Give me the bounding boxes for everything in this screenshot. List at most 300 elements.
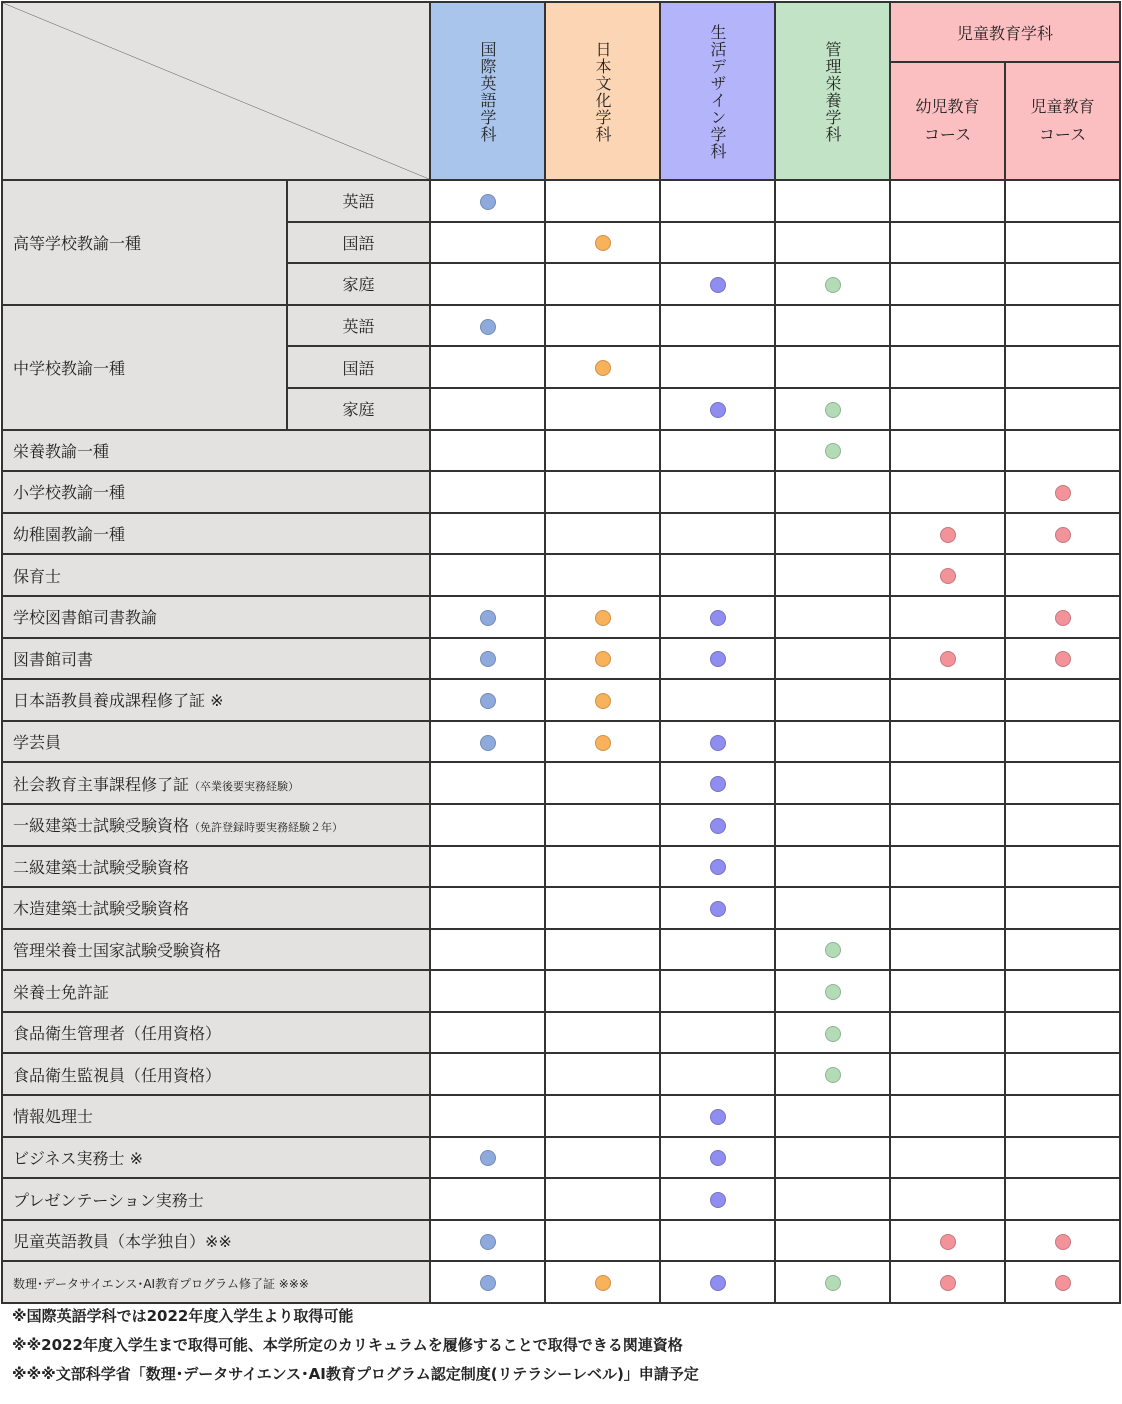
available-dot-icon [1055, 651, 1071, 667]
mark-cell [1005, 346, 1120, 388]
mark-cell [430, 263, 545, 305]
available-dot-icon [825, 277, 841, 293]
mark-cell [775, 554, 890, 596]
available-dot-icon [825, 443, 841, 459]
mark-cell [1005, 554, 1120, 596]
mark-cell [545, 679, 660, 721]
mark-cell [660, 846, 775, 888]
available-dot-icon [480, 1150, 496, 1166]
course-header-child-education [1005, 62, 1120, 180]
available-dot-icon [1055, 527, 1071, 543]
qualification-label [2, 679, 430, 721]
course-header-early-childhood [890, 62, 1005, 180]
dept-label: 国際英語学科 [478, 41, 497, 143]
qualification-label [2, 1095, 430, 1137]
mark-cell [775, 1053, 890, 1095]
qualification-note: （卒業後要実務経験） [189, 779, 300, 793]
available-dot-icon [940, 1275, 956, 1291]
qualification-label [2, 596, 430, 638]
available-dot-icon [595, 235, 611, 251]
dept-label: 生活デザイン学科 [708, 24, 727, 160]
mark-cell [660, 513, 775, 555]
mark-cell [1005, 679, 1120, 721]
mark-cell [890, 1053, 1005, 1095]
table-row [2, 430, 1120, 472]
mark-cell [545, 929, 660, 971]
table-row [2, 721, 1120, 763]
mark-cell [775, 887, 890, 929]
available-dot-icon [710, 776, 726, 792]
mark-cell [1005, 513, 1120, 555]
qualification-name: 保育士 [13, 566, 62, 586]
mark-cell [1005, 887, 1120, 929]
mark-cell [890, 1137, 1005, 1179]
mark-cell [545, 180, 660, 222]
subject-label: 家庭 [287, 263, 430, 305]
mark-cell [775, 346, 890, 388]
mark-cell [660, 180, 775, 222]
available-dot-icon [480, 693, 496, 709]
qualification-name: 食品衛生管理者（任用資格） [13, 1024, 222, 1044]
available-dot-icon [710, 402, 726, 418]
mark-cell [775, 679, 890, 721]
qualification-name: 二級建築士試験受験資格 [13, 857, 190, 877]
mark-cell [430, 1012, 545, 1054]
mark-cell [775, 263, 890, 305]
mark-cell [660, 1178, 775, 1220]
available-dot-icon [595, 735, 611, 751]
mark-cell [775, 1178, 890, 1220]
qualification-label [2, 1220, 430, 1262]
mark-cell [1005, 638, 1120, 680]
table-row [2, 596, 1120, 638]
mark-cell [890, 305, 1005, 347]
table-row [2, 804, 1120, 846]
table-row [2, 679, 1120, 721]
mark-cell [890, 1095, 1005, 1137]
course-label-line2: コース [1038, 125, 1087, 144]
qualification-label [2, 1012, 430, 1054]
mark-cell [660, 222, 775, 264]
course-label-line1: 幼児教育 [915, 97, 980, 116]
mark-cell [430, 180, 545, 222]
qualification-name: 栄養教諭一種 [13, 441, 110, 461]
dept-label: 日本文化学科 [593, 41, 612, 143]
qualification-label [2, 929, 430, 971]
mark-cell [775, 513, 890, 555]
mark-cell [430, 1053, 545, 1095]
mark-cell [775, 1095, 890, 1137]
available-dot-icon [480, 735, 496, 751]
mark-cell [430, 222, 545, 264]
available-dot-icon [710, 859, 726, 875]
available-dot-icon [710, 735, 726, 751]
qualification-label [2, 638, 430, 680]
mark-cell [1005, 970, 1120, 1012]
subject-label: 英語 [287, 180, 430, 222]
mark-cell [660, 1220, 775, 1262]
mark-cell [890, 346, 1005, 388]
mark-cell [775, 638, 890, 680]
qualification-label [2, 1178, 430, 1220]
mark-cell [430, 1220, 545, 1262]
table-row [2, 1220, 1120, 1262]
available-dot-icon [825, 1275, 841, 1291]
mark-cell [1005, 471, 1120, 513]
qualification-table [1, 1, 1121, 1304]
mark-cell [890, 762, 1005, 804]
mark-cell [775, 430, 890, 472]
mark-cell [890, 638, 1005, 680]
mark-cell [890, 679, 1005, 721]
mark-cell [1005, 1178, 1120, 1220]
diagonal-line [3, 3, 429, 179]
dept-header-life-design [660, 2, 775, 180]
mark-cell [1005, 222, 1120, 264]
mark-cell [890, 263, 1005, 305]
table-row [2, 305, 1120, 347]
mark-cell [1005, 721, 1120, 763]
available-dot-icon [940, 568, 956, 584]
mark-cell [430, 970, 545, 1012]
qualification-label [2, 513, 430, 555]
footnote: ※※※文部科学省「数理･データサイエンス･AI教育プログラム認定制度(リテラシーレベル)」申請予定 [12, 1365, 699, 1383]
mark-cell [660, 970, 775, 1012]
mark-cell [430, 1137, 545, 1179]
mark-cell [430, 513, 545, 555]
qualification-label: 中学校教諭一種 [2, 305, 287, 430]
mark-cell [430, 1178, 545, 1220]
mark-cell [1005, 430, 1120, 472]
mark-cell [545, 804, 660, 846]
mark-cell [660, 1012, 775, 1054]
mark-cell [545, 1137, 660, 1179]
available-dot-icon [480, 1234, 496, 1250]
qualification-name: 食品衛生監視員（任用資格） [13, 1065, 222, 1085]
table-row [2, 1053, 1120, 1095]
mark-cell [775, 388, 890, 430]
mark-cell [1005, 388, 1120, 430]
qualification-label [2, 1261, 430, 1303]
mark-cell [430, 388, 545, 430]
qualification-note: （免許登録時要実務経験２年） [189, 821, 344, 835]
mark-cell [890, 596, 1005, 638]
mark-cell [430, 638, 545, 680]
mark-cell [1005, 596, 1120, 638]
qualification-label [2, 804, 430, 846]
mark-cell [545, 430, 660, 472]
qualification-label [2, 762, 430, 804]
available-dot-icon [480, 194, 496, 210]
mark-cell [545, 721, 660, 763]
mark-cell [660, 638, 775, 680]
mark-cell [430, 929, 545, 971]
mark-cell [430, 721, 545, 763]
qualification-name: 小学校教諭一種 [13, 483, 126, 503]
mark-cell [545, 1012, 660, 1054]
available-dot-icon [595, 610, 611, 626]
mark-cell [545, 970, 660, 1012]
mark-cell [660, 596, 775, 638]
dept-header-child-education: 児童教育学科 [890, 2, 1120, 62]
dept-header-international-english [430, 2, 545, 180]
mark-cell [545, 846, 660, 888]
mark-cell [660, 1261, 775, 1303]
qualification-label [2, 1137, 430, 1179]
table-row [2, 638, 1120, 680]
footnote: ※※2022年度入学生まで取得可能、本学所定のカリキュラムを履修することで取得できる関連資格 [12, 1336, 683, 1354]
mark-cell [1005, 263, 1120, 305]
mark-cell [775, 1261, 890, 1303]
qualification-label [2, 554, 430, 596]
mark-cell [545, 1178, 660, 1220]
available-dot-icon [710, 1192, 726, 1208]
qualification-name: 幼稚園教諭一種 [13, 525, 126, 545]
mark-cell [890, 388, 1005, 430]
mark-cell [430, 346, 545, 388]
available-dot-icon [940, 1234, 956, 1250]
mark-cell [660, 804, 775, 846]
mark-cell [775, 471, 890, 513]
mark-cell [775, 804, 890, 846]
mark-cell [775, 180, 890, 222]
mark-cell [545, 388, 660, 430]
available-dot-icon [480, 1275, 496, 1291]
mark-cell [890, 887, 1005, 929]
available-dot-icon [1055, 1234, 1071, 1250]
qualification-label [2, 970, 430, 1012]
mark-cell [890, 929, 1005, 971]
qualification-name: 情報処理士 [13, 1107, 94, 1127]
mark-cell [545, 887, 660, 929]
table-row [2, 1095, 1120, 1137]
course-label-line2: コース [923, 125, 972, 144]
mark-cell [1005, 1261, 1120, 1303]
available-dot-icon [825, 1067, 841, 1083]
mark-cell [660, 1053, 775, 1095]
mark-cell [890, 554, 1005, 596]
available-dot-icon [595, 1275, 611, 1291]
available-dot-icon [1055, 485, 1071, 501]
available-dot-icon [825, 402, 841, 418]
available-dot-icon [940, 651, 956, 667]
header-corner-cell [2, 2, 430, 180]
mark-cell [545, 596, 660, 638]
mark-cell [545, 471, 660, 513]
mark-cell [660, 305, 775, 347]
mark-cell [430, 554, 545, 596]
footnotes [12, 1302, 699, 1389]
mark-cell [890, 1178, 1005, 1220]
table-row [2, 1178, 1120, 1220]
mark-cell [890, 513, 1005, 555]
subject-label: 国語 [287, 346, 430, 388]
mark-cell [545, 1053, 660, 1095]
mark-cell [890, 180, 1005, 222]
mark-cell [1005, 180, 1120, 222]
mark-cell [890, 1012, 1005, 1054]
mark-cell [775, 222, 890, 264]
qualification-name: 木造建築士試験受験資格 [13, 899, 190, 919]
mark-cell [1005, 1137, 1120, 1179]
mark-cell [430, 1261, 545, 1303]
available-dot-icon [1055, 1275, 1071, 1291]
mark-cell [775, 762, 890, 804]
available-dot-icon [940, 527, 956, 543]
qualification-label [2, 1053, 430, 1095]
qualification-name: 学芸員 [13, 733, 62, 753]
mark-cell [660, 721, 775, 763]
mark-cell [660, 1095, 775, 1137]
available-dot-icon [710, 1150, 726, 1166]
mark-cell [1005, 762, 1120, 804]
mark-cell [430, 804, 545, 846]
mark-cell [545, 513, 660, 555]
mark-cell [660, 263, 775, 305]
mark-cell [1005, 1220, 1120, 1262]
mark-cell [430, 887, 545, 929]
mark-cell [775, 1137, 890, 1179]
mark-cell [1005, 846, 1120, 888]
mark-cell [775, 305, 890, 347]
qualification-name: ビジネス実務士 ※ [13, 1148, 144, 1168]
course-label-line1: 児童教育 [1030, 97, 1095, 116]
mark-cell [775, 970, 890, 1012]
mark-cell [775, 596, 890, 638]
mark-cell [890, 846, 1005, 888]
table-row [2, 846, 1120, 888]
available-dot-icon [710, 1275, 726, 1291]
mark-cell [430, 430, 545, 472]
mark-cell [660, 554, 775, 596]
available-dot-icon [710, 610, 726, 626]
dept-header-japanese-culture [545, 2, 660, 180]
qualification-label [2, 846, 430, 888]
mark-cell [890, 970, 1005, 1012]
table-row [2, 762, 1120, 804]
available-dot-icon [710, 1109, 726, 1125]
mark-cell [775, 929, 890, 971]
mark-cell [430, 471, 545, 513]
qualification-label [2, 721, 430, 763]
available-dot-icon [710, 818, 726, 834]
dept-label: 管理栄養学科 [823, 41, 842, 143]
available-dot-icon [710, 651, 726, 667]
available-dot-icon [825, 1026, 841, 1042]
subject-label: 国語 [287, 222, 430, 264]
available-dot-icon [595, 693, 611, 709]
mark-cell [890, 222, 1005, 264]
table-row [2, 929, 1120, 971]
mark-cell [660, 471, 775, 513]
available-dot-icon [710, 901, 726, 917]
mark-cell [660, 388, 775, 430]
mark-cell [890, 471, 1005, 513]
mark-cell [545, 305, 660, 347]
qualification-name: 一級建築士試験受験資格 [13, 816, 190, 836]
mark-cell [890, 1261, 1005, 1303]
mark-cell [775, 1012, 890, 1054]
mark-cell [660, 887, 775, 929]
available-dot-icon [595, 360, 611, 376]
table-row [2, 887, 1120, 929]
table-row [2, 513, 1120, 555]
available-dot-icon [480, 319, 496, 335]
mark-cell [545, 762, 660, 804]
mark-cell [430, 679, 545, 721]
mark-cell [1005, 929, 1120, 971]
subject-label: 家庭 [287, 388, 430, 430]
mark-cell [1005, 1012, 1120, 1054]
qualification-name: 栄養士免許証 [13, 982, 110, 1002]
mark-cell [660, 762, 775, 804]
subject-label: 英語 [287, 305, 430, 347]
available-dot-icon [825, 984, 841, 1000]
table-row [2, 554, 1120, 596]
qualification-label [2, 430, 430, 472]
qualification-label [2, 887, 430, 929]
mark-cell [775, 846, 890, 888]
mark-cell [660, 929, 775, 971]
qualification-label [2, 471, 430, 513]
qualification-name: 日本語教員養成課程修了証 ※ [13, 691, 224, 711]
available-dot-icon [710, 277, 726, 293]
mark-cell [660, 430, 775, 472]
available-dot-icon [595, 651, 611, 667]
mark-cell [545, 222, 660, 264]
dept-header-nutrition [775, 2, 890, 180]
available-dot-icon [1055, 610, 1071, 626]
mark-cell [890, 804, 1005, 846]
qualification-name: 図書館司書 [13, 649, 94, 669]
mark-cell [545, 1261, 660, 1303]
available-dot-icon [480, 651, 496, 667]
table-row [2, 1137, 1120, 1179]
mark-cell [545, 554, 660, 596]
mark-cell [430, 305, 545, 347]
table-row [2, 471, 1120, 513]
mark-cell [890, 721, 1005, 763]
qualification-name: 管理栄養士国家試験受験資格 [13, 940, 222, 960]
mark-cell [545, 638, 660, 680]
mark-cell [545, 263, 660, 305]
mark-cell [890, 1220, 1005, 1262]
qualification-name: 学校図書館司書教諭 [13, 608, 158, 628]
mark-cell [775, 721, 890, 763]
mark-cell [660, 679, 775, 721]
mark-cell [430, 1095, 545, 1137]
mark-cell [545, 1095, 660, 1137]
mark-cell [545, 1220, 660, 1262]
mark-cell [430, 762, 545, 804]
mark-cell [660, 1137, 775, 1179]
available-dot-icon [480, 610, 496, 626]
table-row [2, 1261, 1120, 1303]
mark-cell [890, 430, 1005, 472]
mark-cell [545, 346, 660, 388]
available-dot-icon [825, 942, 841, 958]
mark-cell [775, 1220, 890, 1262]
qualification-name: プレゼンテーション実務士 [13, 1190, 204, 1210]
qualification-label: 高等学校教諭一種 [2, 180, 287, 305]
qualification-name: 数理･データサイエンス･AI教育プログラム修了証 ※※※ [13, 1276, 309, 1291]
table-row [2, 180, 1120, 222]
qualification-name: 児童英語教員（本学独自）※※ [13, 1232, 232, 1252]
mark-cell [1005, 1053, 1120, 1095]
mark-cell [1005, 1095, 1120, 1137]
table-row [2, 970, 1120, 1012]
mark-cell [1005, 305, 1120, 347]
